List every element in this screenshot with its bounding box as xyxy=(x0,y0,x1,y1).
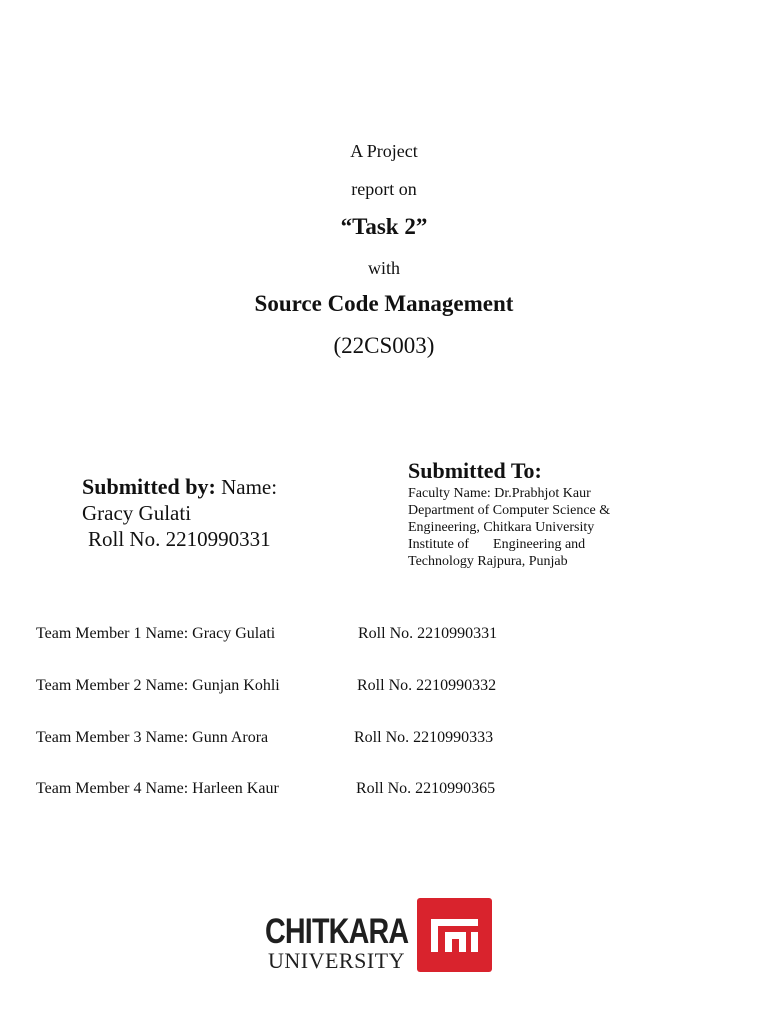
course-code: (22CS003) xyxy=(333,333,435,358)
team-member-roll: Roll No. 2210990365 xyxy=(356,780,496,797)
submitted-to-details xyxy=(408,485,658,570)
logo-wordmark: CHITKARA xyxy=(265,912,409,951)
team-member-row xyxy=(36,677,736,695)
institute-line-a: Institute of xyxy=(408,537,470,552)
title-line-project: A Project xyxy=(350,141,418,161)
logo-emblem-icon xyxy=(417,898,492,972)
department-line-2: Engineering, Chitkara University xyxy=(408,520,595,535)
team-member-name: Team Member 1 Name: Gracy Gulati xyxy=(36,625,276,642)
team-member-row xyxy=(36,780,736,798)
subject-title: Source Code Management xyxy=(254,291,514,316)
location-line: Technology Rajpura, Punjab xyxy=(408,554,568,569)
team-member-row xyxy=(36,625,736,643)
submitted-by-block xyxy=(82,474,332,552)
team-member-row xyxy=(36,729,736,747)
team-member-roll: Roll No. 2210990331 xyxy=(358,625,498,642)
logo-subtext: UNIVERSITY xyxy=(268,948,405,973)
submitted-by-label: Submitted by: xyxy=(82,474,216,499)
chitkara-university-logo xyxy=(262,898,494,974)
institute-line-b: Engineering and xyxy=(493,537,586,552)
institute-line xyxy=(408,536,658,553)
team-member-roll: Roll No. 2210990332 xyxy=(357,677,497,694)
submitted-to-block xyxy=(408,457,658,570)
department-line-1: Department of Computer Science & xyxy=(408,503,611,518)
logo-emblem-glyph-icon xyxy=(417,898,492,972)
submitter-roll: Roll No. 2210990331 xyxy=(88,527,271,551)
faculty-name: Faculty Name: Dr.Prabhjot Kaur xyxy=(408,486,591,501)
team-member-name: Team Member 4 Name: Harleen Kaur xyxy=(36,780,279,797)
submitter-name: Gracy Gulati xyxy=(82,501,192,525)
submitted-by-line xyxy=(82,474,332,500)
team-member-roll: Roll No. 2210990333 xyxy=(354,729,494,746)
title-line-with: with xyxy=(367,258,400,278)
task-title: “Task 2” xyxy=(340,214,428,239)
team-member-name: Team Member 2 Name: Gunjan Kohli xyxy=(36,677,280,694)
name-label: Name: xyxy=(221,475,278,499)
title-line-report-on: report on xyxy=(351,179,417,199)
submitted-to-heading: Submitted To: xyxy=(408,458,542,483)
team-member-name: Team Member 3 Name: Gunn Arora xyxy=(36,729,269,746)
